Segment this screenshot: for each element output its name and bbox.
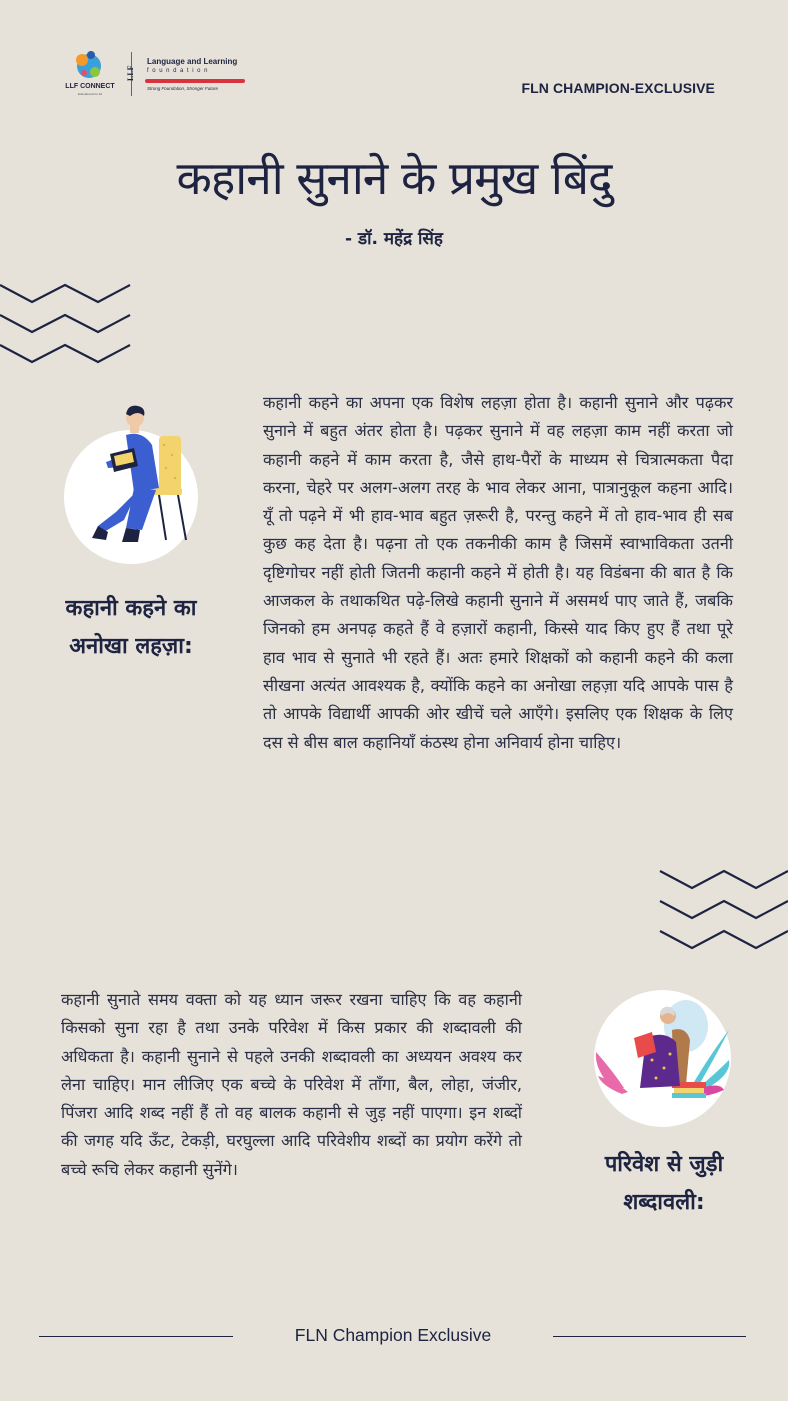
llf-connect-name: LLF CONNECT [65,83,115,90]
llf-red-bar [145,79,245,83]
zigzag-decoration-right-icon [658,866,788,954]
section1-paragraph: कहानी कहने का अपना एक विशेष लहज़ा होता है। कहानी सुनाने और पढ़कर सुनाने में बहुत अंतर होता है। पढ़कर सुनाने में वह लहज़ा काम नहीं करता जो कहानी कहने में काम करता है, जैसे हाथ-पैरों के माध्यम से चित्रात्मकता पैदा करना, चेहरे पर अलग-अलग तरह के भाव लेकर आना, पात्रानुकूल कहना आदि। यूँ तो पढ़ने में भी हाव-भाव बहुत ज़रूरी है, परन्तु कहने में तो हाव-भाव ही सब कुछ कह देता है। पढ़ना तो एक तकनीकी काम है जिसमें स्वाभाविकता उतनी दृष्टिगोचर नहीं होती जितनी कहानी कहने में होती है। यह विडंबना की बात है कि आजकल के तथाकथित पढ़े-लिखे कहानी सुनाने में असमर्थ पाए जाते हैं, जबकि जिनको हम अनपढ़ कहते हैं वे हज़ारों कहानी, किस्से याद किए हुए हैं तथा पूरे हाव भाव से सुनाते भी रहते हैं। अतः हमारे शिक्षकों को कहानी कहने की कला सीखना अत्यंत आवश्यक है, क्योंकि कहने का अनोखा लहज़ा यदि आपके पास है तो आपके विद्यार्थी आपकी ओर खीचें चले आएँगे। इसलिए एक शिक्षक के लिए दस से बीस बाल कहानियाँ कंठस्थ होना अनिवार्य होना चाहिए। [263,393,733,752]
footer-line-right [553,1336,746,1337]
llf-connect-tagline: Educational for All [77,92,102,96]
llf-org-name: Language and Learning [147,57,238,66]
footer-text: FLN Champion Exclusive [294,1325,492,1345]
footer-line-left [39,1336,233,1337]
section2-paragraph: कहानी सुनाते समय वक्ता को यह ध्यान जरूर रखना चाहिए कि वह कहानी किसको सुना रहा है तथा उनके परिवेश में किस प्रकार की शब्दावली की अधिकता है। कहानी सुनाने से पहले उनकी शब्दावली का अध्ययन अवश्य कर लेना चाहिए। मान लीजिए एक बच्चे के परिवेश में ताँगा, बैल, लोहा, जंजीर, पिंजरा आदि शब्द नहीं हैं तो वह बालक कहानी से जुड़ नहीं पाएगा। इन शब्दों की जगह यदि ऊँट, टेकड़ी, घरघुल्ला आदि परिवेशीय शब्दों का प्रयोग करेंगे तो बच्चे रूचि लेकर कहानी सुनेंगे। [61,990,522,1179]
section1-heading: कहानी कहने का अनोखा लहज़ा: [65,596,197,659]
section2-heading: परिवेश से जुड़ी शब्दावली: [604,1152,724,1215]
author-line: - डॉ. महेंद्र सिंह [345,229,443,249]
llf-strapline: Strong Foundation, Stronger Future [147,86,219,91]
llf-org-sub: foundation [147,68,212,74]
grandmother-reading-icon [594,990,731,1127]
zigzag-decoration-left-icon [0,280,132,370]
page-title: कहानी सुनाने के प्रमुख बिंदु [176,151,612,205]
top-tag: FLN CHAMPION-EXCLUSIVE [521,80,715,96]
llf-monogram: LLF [126,65,135,81]
reader-on-chair-icon [64,400,198,560]
